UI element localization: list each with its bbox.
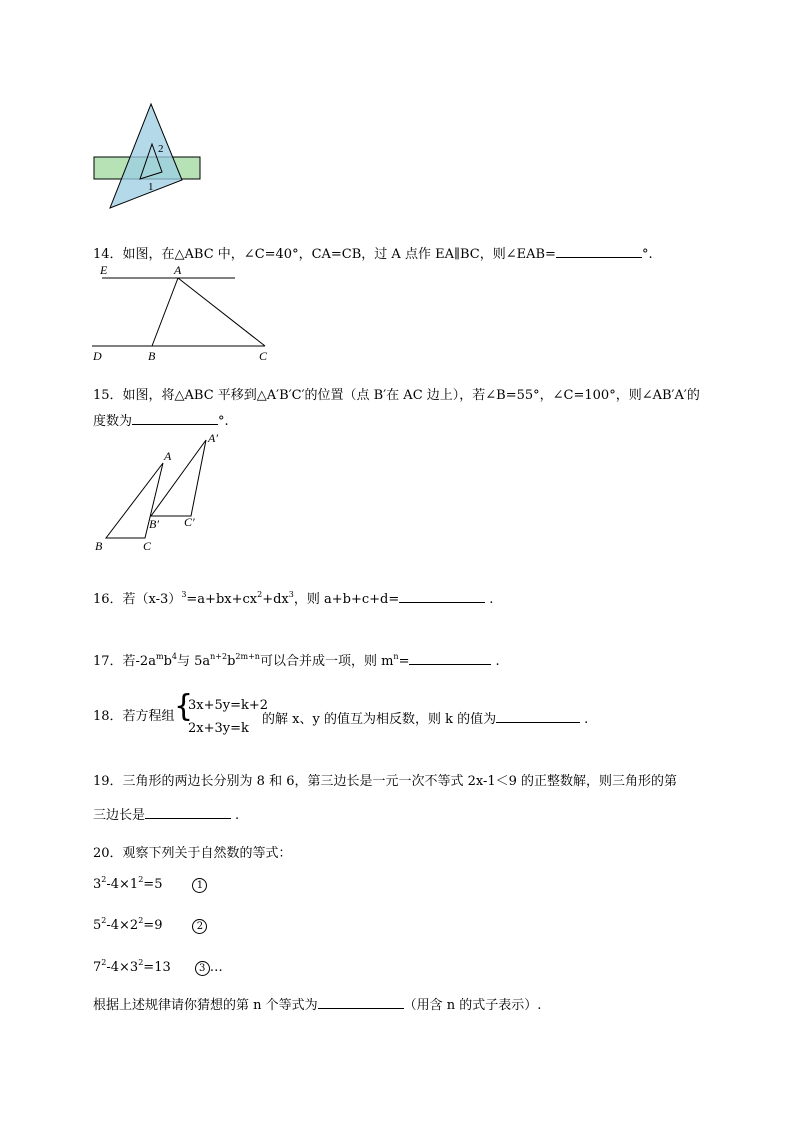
equation-row-2: $5^2-4\times 2^2=9$ 2 — [93, 917, 207, 935]
question-15-line2: 度数为 °. — [93, 410, 229, 431]
label-A: A — [164, 449, 172, 463]
question-16: 16．若$(x-3)^3=a+bx+cx^2+dx^3$，则 a+b+c+d= . — [93, 590, 494, 607]
question-14: 14．如图，在△ABC 中，∠C=40°，CA=CB，过 A 点作 EA∥BC，则∠EAB= °. — [93, 243, 653, 264]
label-C: C — [259, 349, 268, 363]
answer-blank-18[interactable] — [496, 708, 580, 723]
answer-blank-17[interactable] — [409, 650, 491, 665]
answer-blank-14[interactable] — [556, 243, 642, 258]
label-C: C — [143, 539, 152, 553]
answer-blank-16[interactable] — [399, 588, 485, 603]
question-20-final: 根据上述规律请你猜想的第 n 个等式为 （用含 n 的式子表示）. — [93, 994, 541, 1015]
segment-AC — [178, 278, 265, 346]
label-C-prime: C′ — [184, 515, 195, 529]
figure-q15 — [90, 428, 230, 554]
label-D: D — [93, 349, 102, 363]
question-15-line1: 15．如图，将△ABC 平移到△A′B′C′的位置（点 B′在 AC 边上），若∠B=55°，∠C=100°，则∠AB′A′的 — [93, 388, 700, 403]
question-17: 17．若$-2a^mb^4$与 $5a^{n+2}b^{2m+n}$可以合并成一项，则 $m^n=$ . — [93, 652, 500, 669]
answer-blank-20[interactable] — [318, 994, 404, 1009]
angle-label-1: 1 — [148, 181, 154, 193]
label-B: B — [148, 349, 156, 363]
circled-number-1: 1 — [192, 878, 207, 893]
question-19-line2: 三边长是 . — [93, 804, 239, 825]
circled-number-2: 2 — [192, 919, 207, 934]
label-B-prime: B′ — [149, 517, 159, 531]
equation-row-3: $7^2-4\times 3^2=13$ 3 … — [93, 958, 223, 975]
label-A: A — [174, 263, 182, 277]
equation-2: 2x+3y=k — [188, 721, 249, 736]
answer-blank-19[interactable] — [145, 804, 231, 819]
circled-number-3: 3 — [195, 961, 210, 976]
equation-1: 3x+5y=k+2 — [188, 698, 269, 713]
equation-row-1: $3^2-4\times 1^2=5$ 1 — [93, 876, 207, 894]
system-brace: { — [174, 689, 194, 724]
segment-AB — [152, 278, 178, 346]
question-18-prefix: 18．若方程组 — [93, 709, 175, 724]
label-A-prime: A′ — [208, 431, 218, 445]
figure-q14 — [90, 262, 280, 366]
question-20-intro: 20．观察下列关于自然数的等式： — [93, 846, 292, 861]
question-19-line1: 19．三角形的两边长分别为 8 和 6，第三边长是一元一次不等式 2x-1＜9 的正整数解，则三角形的第 — [93, 774, 678, 789]
question-18-tail: 的解 x、y 的值互为相反数，则 k 的值为 . — [262, 708, 588, 729]
label-B: B — [95, 539, 103, 553]
figure-q13 — [90, 100, 210, 212]
angle-label-2: 2 — [158, 143, 164, 155]
answer-blank-15[interactable] — [132, 410, 218, 425]
label-E: E — [100, 263, 108, 277]
large-triangle — [110, 104, 182, 208]
